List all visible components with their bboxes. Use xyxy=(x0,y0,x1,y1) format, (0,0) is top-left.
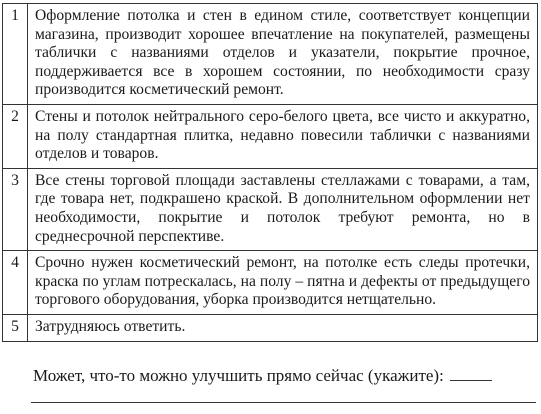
option-text: Срочно нужен косметический ремонт, на потолке есть следы протечки, краска по углам потрескалась, на полу – пятна и дефекты от предыдущего торгового оборудования, уборка производится нетщательно. xyxy=(28,251,538,315)
option-row-4 xyxy=(3,251,538,315)
option-number: 3 xyxy=(3,168,28,250)
option-text: Стены и потолок нейтрального серо-белого цвета, все чисто и аккуратно, на полу стандартная плитка, недавно повесили таблички с названиями отделов и товаров. xyxy=(28,104,538,168)
option-text: Затрудняюсь ответить. xyxy=(28,314,538,341)
option-row-2 xyxy=(3,104,538,168)
option-number: 4 xyxy=(3,251,28,315)
option-number: 2 xyxy=(3,104,28,168)
option-text: Все стены торговой площади заставлены стеллажами с товарами, а там, где товара нет, подкрашено краской. В дополнительном оформлении нет необходимости, покрытие и потолок требуют ремонта, но в среднесрочной перспективе. xyxy=(28,168,538,250)
open-question xyxy=(33,364,492,386)
option-row-1 xyxy=(3,4,538,105)
option-number: 1 xyxy=(3,4,28,105)
option-row-5 xyxy=(3,314,538,341)
answer-blank-line[interactable] xyxy=(31,402,536,403)
option-text: Оформление потолка и стен в едином стиле, соответствует концепции магазина, производит хорошее впечатление на покупателей, размещены таблички с названиями отделов и указатели, покрытие прочное, поддерживается все в хорошем состоянии, по необходимости сразу производится косметический ремонт. xyxy=(28,4,538,105)
option-row-3 xyxy=(3,168,538,250)
answer-blank-inline[interactable] xyxy=(450,364,492,381)
answer-options-table xyxy=(2,3,538,342)
option-number: 5 xyxy=(3,314,28,341)
open-question-text: Может, что-то можно улучшить прямо сейчас (укажите): xyxy=(33,366,444,385)
